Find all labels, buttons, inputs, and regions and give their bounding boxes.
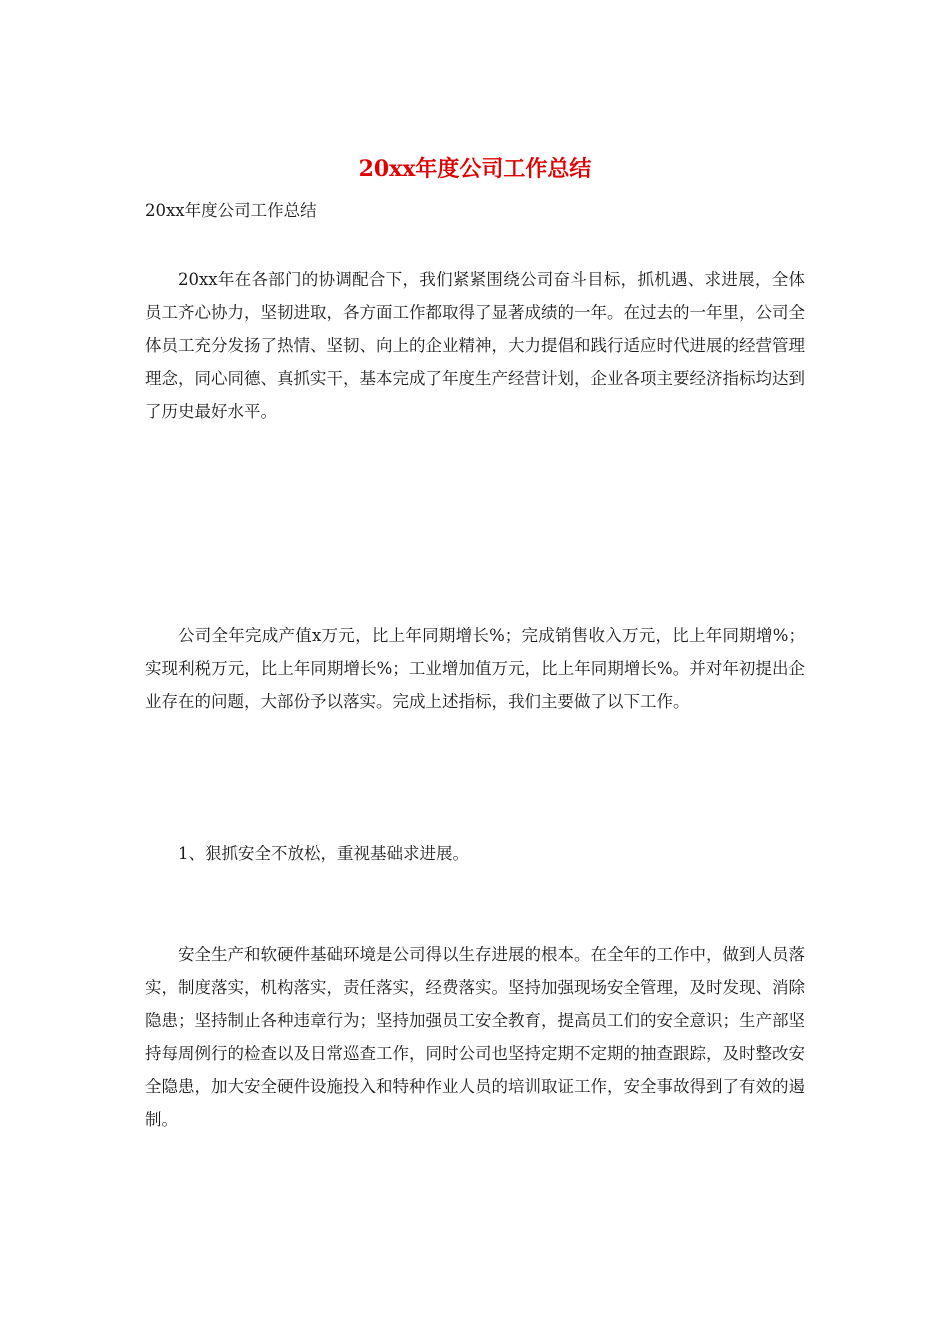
paragraph-results: 公司全年完成产值x万元，比上年同期增长%；完成销售收入万元，比上年同期增%；实现利税万元，比上年同期增长%；工业增加值万元，比上年同期增长%。并对年初提出企业存在的问题，大部份予以落实。完成上述指标，我们主要做了以下工作。 xyxy=(145,626,805,711)
paragraph-safety: 安全生产和软硬件基础环境是公司得以生存进展的根本。在全年的工作中，做到人员落实，制度落实，机构落实，责任落实，经费落实。坚持加强现场安全管理，及时发现、消除隐患；坚持制止各种违章行为；坚持加强员工安全教育，提高员工们的安全意识；生产部坚持每周例行的检查以及日常巡查工作，同时公司也坚持定期不定期的抽查跟踪，及时整改安全隐患，加大安全硬件设施投入和特种作业人员的培训取证工作，安全事故得到了有效的遏制。 xyxy=(145,945,805,1129)
paragraph-intro: 20xx年在各部门的协调配合下，我们紧紧围绕公司奋斗目标，抓机遇、求进展，全体员工齐心协力，坚韧进取，各方面工作都取得了显著成绩的一年。在过去的一年里，公司全体员工充分发扬了热情、坚韧、向上的企业精神，大力提倡和践行适应时代进展的经营管理理念，同心同德、真抓实干，基本完成了年度生产经营计划，企业各项主要经济指标均达到了历史最好水平。 xyxy=(145,270,805,421)
document-subtitle: 20xx年度公司工作总结 xyxy=(145,201,317,220)
section-heading-safety: 1、狠抓安全不放松，重视基础求进展。 xyxy=(178,844,469,863)
document-title: 20xx年度公司工作总结 xyxy=(358,156,592,182)
